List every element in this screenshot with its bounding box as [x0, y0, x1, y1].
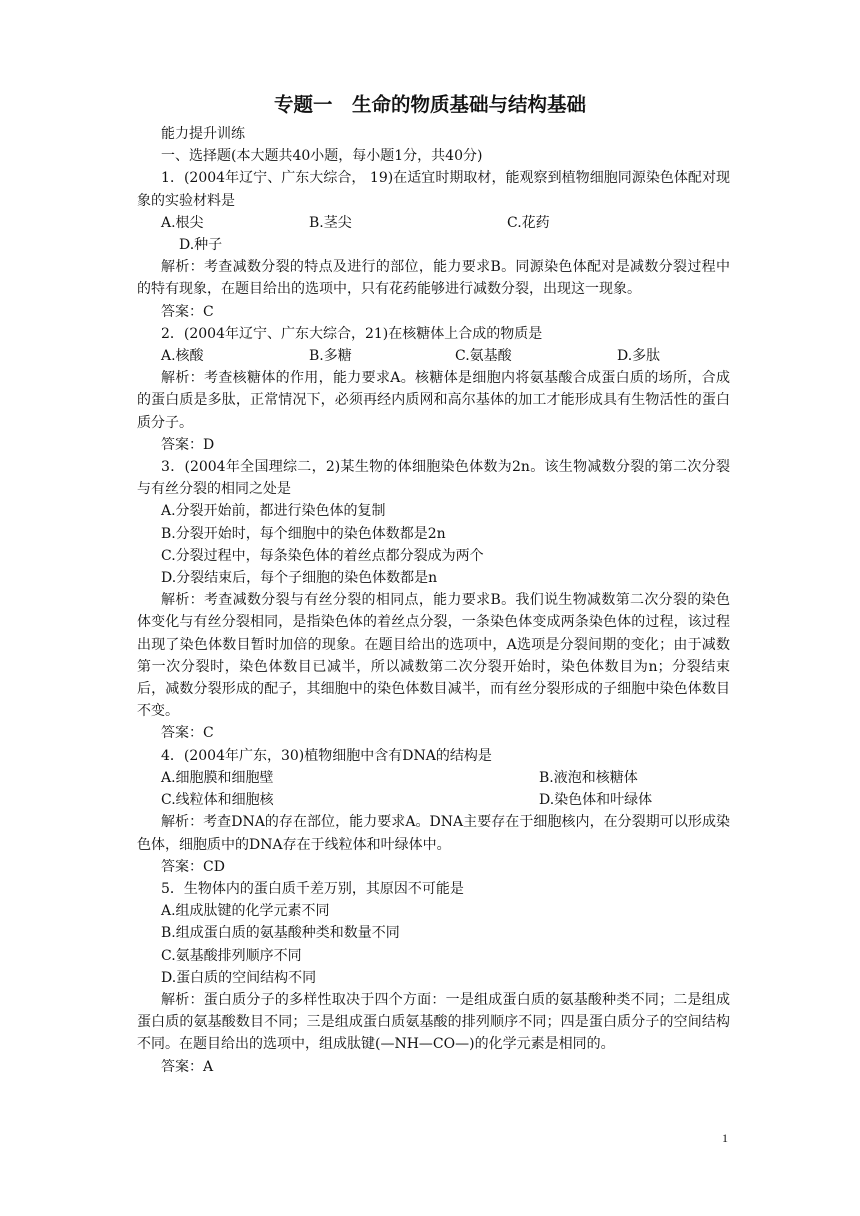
question-2-option-c: C.氨基酸	[455, 348, 512, 365]
section-heading: 能力提升训练	[161, 126, 245, 142]
question-4-option-a: A.细胞膜和细胞壁	[161, 769, 274, 786]
question-1-options	[161, 212, 730, 234]
question-1-answer: 答案：C	[161, 303, 214, 320]
question-5-stem: 5．生物体内的蛋白质千差万别，其原因不可能是	[161, 880, 464, 897]
page-title: 专题一 生命的物质基础与结构基础	[273, 93, 586, 116]
question-3-option-a: A.分裂开始前，都进行染色体的复制	[161, 503, 386, 520]
question-2-option-a: A.核酸	[161, 348, 204, 365]
question-3-answer: 答案：C	[161, 725, 214, 742]
question-1-stem: 1．(2004年辽宁、广东大综合， 19)在适宜时期取材，能观察到植物细胞同源染色体配对现象的实验材料是	[137, 170, 730, 209]
part-heading: 一、选择题(本大题共40小题，每小题1分，共40分)	[161, 148, 483, 165]
question-5-analysis: 解析：蛋白质分子的多样性取决于四个方面：一是组成蛋白质的氨基酸种类不同；二是组成蛋白质的氨基酸数目不同；三是组成蛋白质氨基酸的排列顺序不同；四是蛋白质分子的空间结构不同。在题目给出的选项中，组成肽键(—NH—CO—)的化学元素是相同的。	[137, 991, 730, 1053]
question-2-stem: 2．(2004年辽宁、广东大综合，21)在核糖体上合成的物质是	[161, 325, 543, 342]
document-body	[137, 123, 730, 1078]
question-5-option-d: D.蛋白质的空间结构不同	[161, 969, 317, 986]
question-4-options-row-1	[161, 767, 730, 789]
question-1-analysis: 解析：考查减数分裂的特点及进行的部位，能力要求B。同源染色体配对是减数分裂过程中的特有现象，在题目给出的选项中，只有花药能够进行减数分裂，出现这一现象。	[137, 259, 730, 298]
question-2-option-d: D.多肽	[617, 348, 661, 365]
question-1-option-a: A.根尖	[161, 214, 204, 231]
question-4-answer: 答案：CD	[161, 858, 225, 875]
question-2-option-b: B.多糖	[309, 348, 352, 365]
question-4-stem: 4．(2004年广东，30)植物细胞中含有DNA的结构是	[161, 747, 492, 764]
question-4-option-c: C.线粒体和细胞核	[161, 792, 274, 809]
question-4-options-row-2	[161, 789, 730, 811]
question-1-option-b: B.茎尖	[309, 214, 352, 231]
question-1-option-d: D.种子	[179, 237, 223, 254]
question-5-answer: 答案：A	[161, 1058, 214, 1075]
question-4-option-b: B.液泡和核糖体	[539, 769, 638, 786]
question-3-stem: 3．(2004年全国理综二，2)某生物的体细胞染色体数为2n。该生物减数分裂的第二次分裂与有丝分裂的相同之处是	[137, 459, 730, 498]
question-4-option-d: D.染色体和叶绿体	[539, 792, 653, 809]
question-5-option-c: C.氨基酸排列顺序不同	[161, 947, 302, 964]
question-2-analysis: 解析：考查核糖体的作用，能力要求A。核糖体是细胞内将氨基酸合成蛋白质的场所，合成的蛋白质是多肽，正常情况下，必须再经内质网和高尔基体的加工才能形成具有生物活性的蛋白质分子。	[137, 370, 730, 431]
question-2-answer: 答案：D	[161, 436, 215, 453]
question-1-option-c: C.花药	[507, 214, 550, 231]
question-2-options	[161, 345, 730, 367]
question-4-analysis: 解析：考查DNA的存在部位，能力要求A。DNA主要存在于细胞核内，在分裂期可以形成染色体，细胞质中的DNA存在于线粒体和叶绿体中。	[137, 814, 730, 853]
question-5-option-a: A.组成肽键的化学元素不同	[161, 903, 330, 920]
question-3-option-b: B.分裂开始时，每个细胞中的染色体数都是2n	[161, 525, 446, 542]
question-3-analysis: 解析：考查减数分裂与有丝分裂的相同点，能力要求B。我们说生物减数第二次分裂的染色体变化与有丝分裂相同，是指染色体的着丝点分裂，一条染色体变成两条染色体的过程，该过程出现了染色体数目暂时加倍的现象。在题目给出的选项中，A选项是分裂间期的变化；由于减数第一次分裂时，染色体数目已减半，所以减数第二次分裂开始时，染色体数目为n；分裂结束后，减数分裂形成的配子，其细胞中的染色体数目减半，而有丝分裂形成的子细胞中染色体数目不变。	[137, 592, 730, 720]
question-3-option-d: D.分裂结束后，每个子细胞的染色体数都是n	[161, 570, 438, 587]
question-3-option-c: C.分裂过程中，每条染色体的着丝点都分裂成为两个	[161, 547, 484, 564]
question-5-option-b: B.组成蛋白质的氨基酸种类和数量不同	[161, 925, 400, 942]
page-number: 1	[722, 1131, 728, 1145]
